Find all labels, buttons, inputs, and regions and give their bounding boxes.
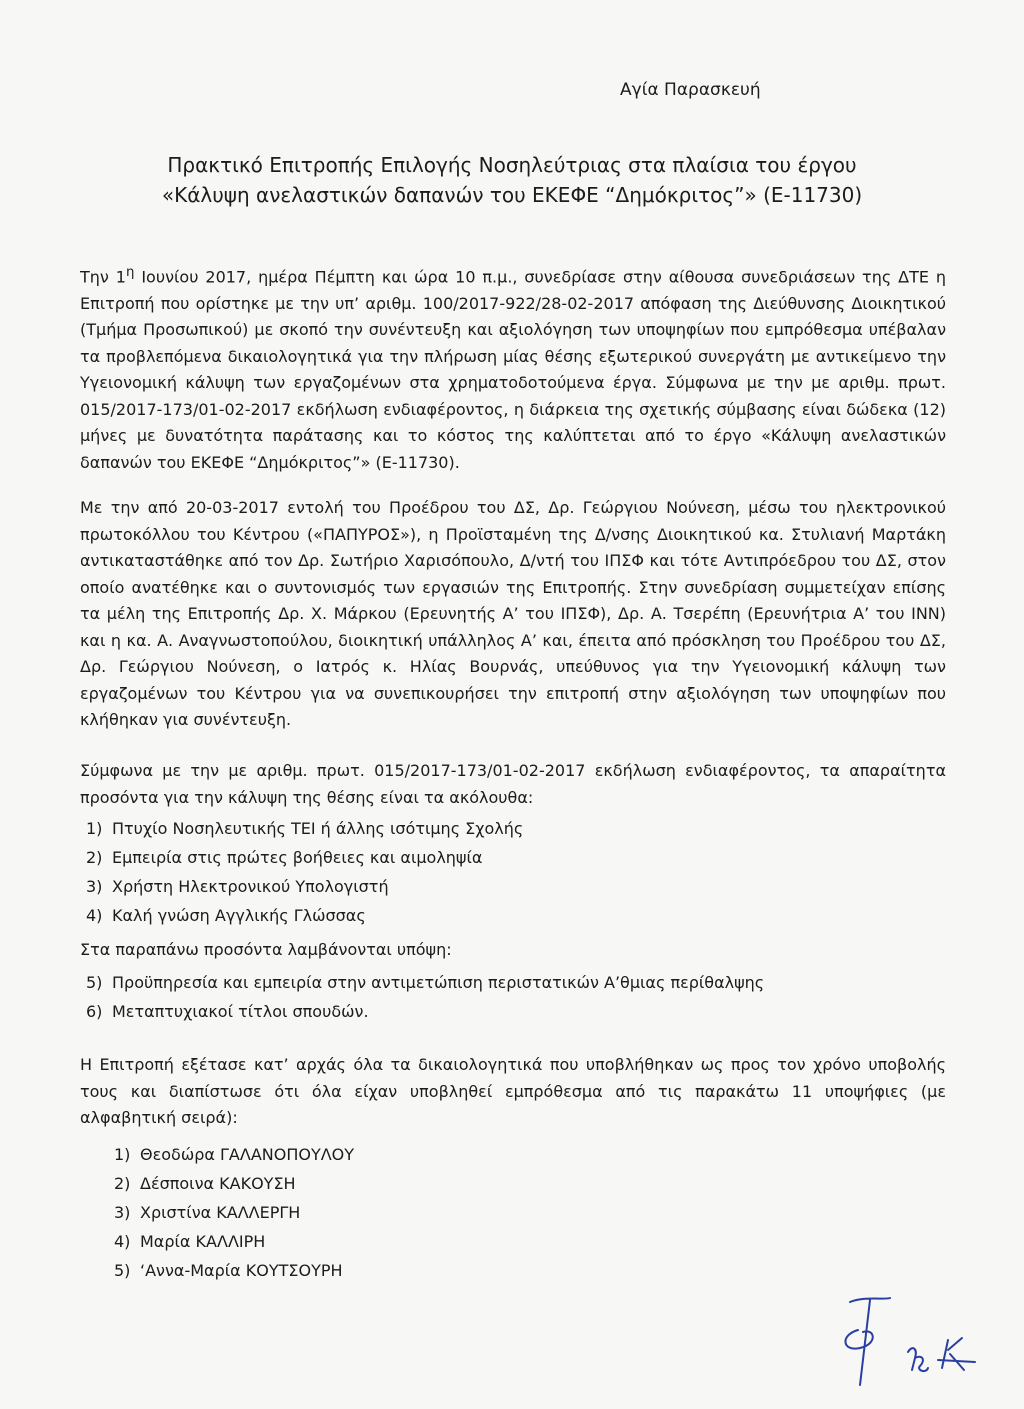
list-item bbox=[86, 843, 946, 872]
list-item bbox=[86, 997, 946, 1026]
list-item-number: 2) bbox=[114, 1174, 131, 1193]
paragraph1-sup: η bbox=[125, 265, 135, 280]
document-title bbox=[60, 150, 964, 210]
consider-label: Στα παραπάνω προσόντα λαμβάνονται υπόψη: bbox=[80, 940, 452, 959]
list-item-number: 5) bbox=[86, 973, 103, 992]
list-item bbox=[114, 1256, 354, 1285]
list-item-number: 1) bbox=[86, 819, 103, 838]
paragraph1-prefix: Την 1 bbox=[80, 267, 126, 287]
list-item-number: 2) bbox=[86, 848, 103, 867]
list-item bbox=[114, 1169, 354, 1198]
title-line-1: Πρακτικό Επιτροπής Επιλογής Νοσηλεύτριας στα πλαίσια του έργου bbox=[167, 153, 857, 177]
document-location: Αγία Παρασκευή bbox=[620, 80, 761, 100]
list-item-number: 4) bbox=[86, 906, 103, 925]
list-item-text: Πτυχίο Νοσηλευτικής ΤΕΙ ή άλλης ισότιμης Σχολής bbox=[112, 819, 524, 838]
list-item bbox=[114, 1140, 354, 1169]
list-item-number: 4) bbox=[114, 1232, 131, 1251]
list-item-text: Καλή γνώση Αγγλικής Γλώσσας bbox=[112, 906, 366, 925]
list-item bbox=[114, 1198, 354, 1227]
paragraph2-text: Με την από 20-03-2017 εντολή του Προέδρου του ΔΣ, Δρ. Γεώργιου Νούνεση, μέσω του ηλεκτρονικού πρωτοκόλλου του Κέντρου («ΠΑΠΥΡΟΣ»), η Προϊσταμένη της Δ/νσης Διοικητικού κα. Στυλιανή Μαρτάκη αντικαταστάθηκε από τον Δρ. Σωτήριο Χαρισόπουλο, Δ/ντή του ΙΠΣΦ και τότε Αντιπρόεδρου του ΔΣ, στον οποίο ανατέθηκε και ο συντονισμός των εργασιών της Επιτροπής. Στην συνεδρίαση συμμετείχαν επίσης τα μέλη της Επιτροπής Δρ. Χ. Μάρκου (Ερευνητής Α’ του ΙΠΣΦ), Δρ. Α. Τσερέπη (Ερευνήτρια Α’ του ΙΝΝ) και η κα. Α. Αναγνωστοπούλου, διοικητική υπάλληλος Α’ και, έπειτα από πρόσκληση του Προέδρου του ΔΣ, Δρ. Γεώργιου Νούνεση, ο Ιατρός κ. Ηλίας Βουρνάς, υπεύθυνος για την Υγειονομική κάλυψη των εργαζομένων του Κέντρου για να συνεπικουρήσει την επιτροπή στην αξιολόγηση των υποψηφίων που κλήθηκαν για συνέντευξη. bbox=[80, 498, 946, 729]
paragraph4-text: Η Επιτροπή εξέτασε κατ’ αρχάς όλα τα δικαιολογητικά που υποβλήθηκαν ως προς τον χρόνο υποβολής τους και διαπίστωσε ότι όλα είχαν υποβληθεί εμπρόθεσμα από τις παρακάτω 11 υποψήφιες (με αλφαβητική σειρά): bbox=[80, 1055, 946, 1127]
signature-1 bbox=[845, 1298, 890, 1385]
candidates-list bbox=[114, 1140, 354, 1285]
candidate-name: Χριστίνα ΚΑΛΛΕΡΓΗ bbox=[140, 1203, 301, 1222]
signature-3 bbox=[938, 1338, 975, 1370]
signatures bbox=[830, 1290, 980, 1390]
paragraph1-rest: Ιουνίου 2017, ημέρα Πέμπτη και ώρα 10 π.μ., συνεδρίασε στην αίθουσα συνεδριάσεων της ΔΤΕ η Επιτροπή που ορίστηκε με την υπ’ αριθμ. 100/2017-922/28-02-2017 απόφαση της Διεύθυνσης Διοικητικού (Τμήμα Προσωπικού) με σκοπό την συνέντευξη και αξιολόγηση των υποψηφίων που εμπρόθεσμα υπέβαλαν τα προβλεπόμενα δικαιολογητικά για την πλήρωση μίας θέσης εξωτερικού συνεργάτη με αντικείμενο την Υγειονομική κάλυψη των εργαζομένων στα χρηματοδοτούμενα έργα. Σύμφωνα με την με αριθμ. πρωτ. 015/2017-173/01-02-2017 εκδήλωση ενδιαφέροντος, η διάρκεια της σχετικής σύμβασης είναι δώδεκα (12) μήνες με δυνατότητα παράτασης και το κόστος της καλύπτεται από το έργο «Κάλυψη ανελαστικών δαπανών του ΕΚΕΦΕ “Δημόκριτος”» (Ε-11730). bbox=[80, 267, 947, 472]
list-item bbox=[86, 901, 946, 930]
list-item bbox=[86, 872, 946, 901]
list-item-number: 6) bbox=[86, 1002, 103, 1021]
list-item-text: Εμπειρία στις πρώτες βοήθειες και αιμοληψία bbox=[112, 848, 483, 867]
list-item bbox=[86, 814, 946, 843]
paragraph-committee-composition bbox=[80, 495, 946, 738]
list-item-number: 1) bbox=[114, 1145, 131, 1164]
requirements-list bbox=[86, 814, 946, 930]
list-item-text: Χρήστη Ηλεκτρονικού Υπολογιστή bbox=[112, 877, 389, 896]
candidate-name: Μαρία ΚΑΛΛΙΡΗ bbox=[140, 1232, 266, 1251]
candidate-name: ‘Αννα-Μαρία ΚΟΥΤΣΟΥΡΗ bbox=[140, 1261, 343, 1280]
additional-qualifications-list bbox=[86, 968, 946, 1026]
list-item-number: 5) bbox=[114, 1261, 131, 1280]
paragraph-requirements-intro bbox=[80, 758, 946, 815]
candidate-name: Δέσποινα ΚΑΚΟΥΣΗ bbox=[140, 1174, 296, 1193]
paragraph-submission-check bbox=[80, 1052, 946, 1136]
paragraph3-text: Σύμφωνα με την με αριθμ. πρωτ. 015/2017-173/01-02-2017 εκδήλωση ενδιαφέροντος, τα απαραίτητα προσόντα για την κάλυψη της θέσης είναι τα ακόλουθα: bbox=[80, 761, 946, 807]
paragraph-meeting-intro bbox=[80, 260, 946, 480]
list-item bbox=[86, 968, 946, 997]
list-item-number: 3) bbox=[86, 877, 103, 896]
candidate-name: Θεοδώρα ΓΑΛΑΝΟΠΟΥΛΟΥ bbox=[140, 1145, 355, 1164]
list-item-text: Μεταπτυχιακοί τίτλοι σπουδών. bbox=[112, 1002, 369, 1021]
list-item bbox=[114, 1227, 354, 1256]
signature-2 bbox=[908, 1348, 928, 1371]
list-item-text: Προϋπηρεσία και εμπειρία στην αντιμετώπιση περιστατικών Α’θμιας περίθαλψης bbox=[112, 973, 765, 992]
list-item-number: 3) bbox=[114, 1203, 131, 1222]
title-line-2: «Κάλυψη ανελαστικών δαπανών του ΕΚΕΦΕ “Δημόκριτος”» (Ε-11730) bbox=[161, 183, 863, 207]
